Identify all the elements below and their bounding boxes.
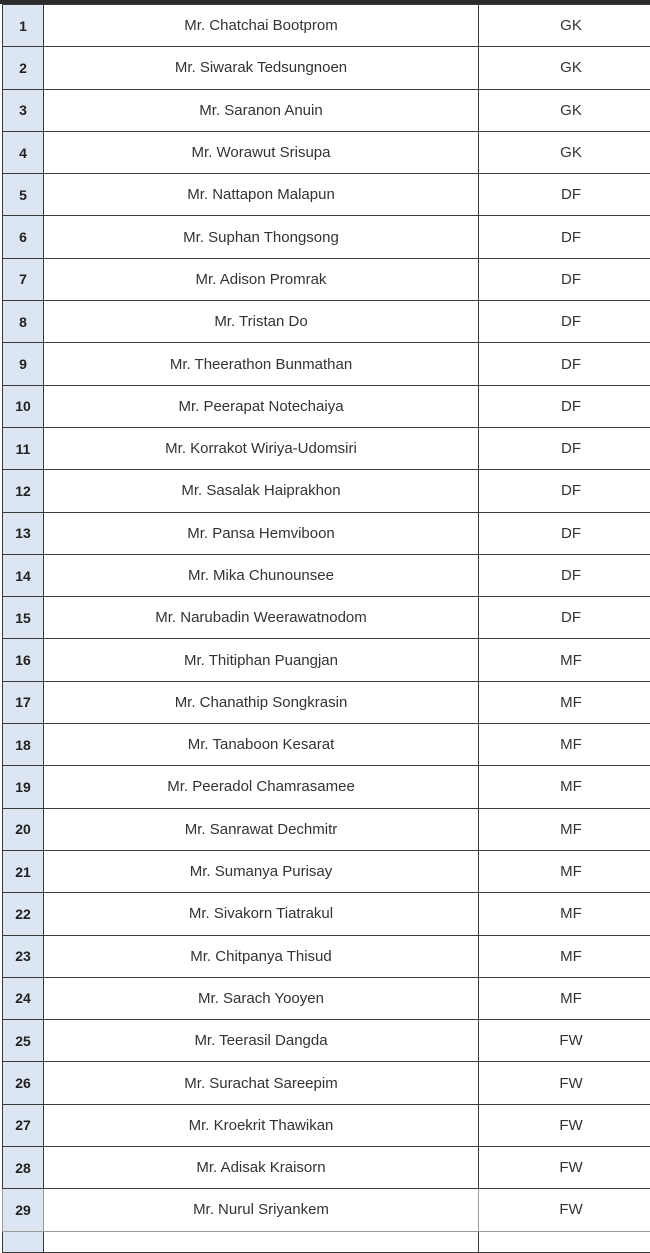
player-name: Mr. Tanaboon Kesarat <box>44 724 479 766</box>
table-row <box>3 554 650 596</box>
player-number: 1 <box>3 5 44 47</box>
player-number: 25 <box>3 1020 44 1062</box>
player-number: 26 <box>3 1062 44 1104</box>
table-row <box>3 427 650 469</box>
table-row <box>3 470 650 512</box>
player-position: GK <box>479 89 650 131</box>
player-number: 28 <box>3 1147 44 1189</box>
player-number: 13 <box>3 512 44 554</box>
player-number: 2 <box>3 47 44 89</box>
table-row <box>3 893 650 935</box>
table-row <box>3 681 650 723</box>
table-row <box>3 174 650 216</box>
player-number: 29 <box>3 1189 44 1231</box>
table-row <box>3 1104 650 1146</box>
player-position-cropped <box>479 1231 650 1252</box>
player-number: 18 <box>3 724 44 766</box>
table-row-cropped <box>3 1231 650 1252</box>
player-name: Mr. Adisak Kraisorn <box>44 1147 479 1189</box>
player-number: 15 <box>3 597 44 639</box>
player-number: 3 <box>3 89 44 131</box>
player-name: Mr. Teerasil Dangda <box>44 1020 479 1062</box>
player-number: 9 <box>3 343 44 385</box>
table-row <box>3 385 650 427</box>
player-position: MF <box>479 681 650 723</box>
player-position: DF <box>479 427 650 469</box>
player-position: MF <box>479 808 650 850</box>
player-name: Mr. Nurul Sriyankem <box>44 1189 479 1231</box>
player-position: DF <box>479 512 650 554</box>
player-name: Mr. Nattapon Malapun <box>44 174 479 216</box>
roster-body <box>3 5 650 1253</box>
player-position: MF <box>479 977 650 1019</box>
player-number: 10 <box>3 385 44 427</box>
player-position: FW <box>479 1189 650 1231</box>
player-position: MF <box>479 639 650 681</box>
player-position: MF <box>479 766 650 808</box>
player-name: Mr. Kroekrit Thawikan <box>44 1104 479 1146</box>
player-position: MF <box>479 850 650 892</box>
player-number-cropped <box>3 1231 44 1252</box>
player-name: Mr. Sumanya Purisay <box>44 850 479 892</box>
player-number: 16 <box>3 639 44 681</box>
table-row <box>3 47 650 89</box>
table-row <box>3 258 650 300</box>
player-name: Mr. Narubadin Weerawatnodom <box>44 597 479 639</box>
player-number: 24 <box>3 977 44 1019</box>
table-row <box>3 850 650 892</box>
table-row <box>3 597 650 639</box>
table-row <box>3 216 650 258</box>
player-position: MF <box>479 893 650 935</box>
player-name: Mr. Surachat Sareepim <box>44 1062 479 1104</box>
table-row <box>3 301 650 343</box>
player-name-cropped <box>44 1231 479 1252</box>
table-row <box>3 5 650 47</box>
player-name: Mr. Chatchai Bootprom <box>44 5 479 47</box>
player-position: MF <box>479 724 650 766</box>
player-number: 22 <box>3 893 44 935</box>
player-roster-table <box>2 4 650 1253</box>
player-name: Mr. Sasalak Haiprakhon <box>44 470 479 512</box>
player-number: 21 <box>3 850 44 892</box>
table-row <box>3 512 650 554</box>
player-position: DF <box>479 554 650 596</box>
player-position: FW <box>479 1147 650 1189</box>
player-number: 27 <box>3 1104 44 1146</box>
player-name: Mr. Peerapat Notechaiya <box>44 385 479 427</box>
player-number: 7 <box>3 258 44 300</box>
player-name: Mr. Tristan Do <box>44 301 479 343</box>
player-name: Mr. Pansa Hemviboon <box>44 512 479 554</box>
table-row <box>3 89 650 131</box>
table-row <box>3 131 650 173</box>
player-position: GK <box>479 47 650 89</box>
player-position: FW <box>479 1062 650 1104</box>
player-name: Mr. Sivakorn Tiatrakul <box>44 893 479 935</box>
player-number: 17 <box>3 681 44 723</box>
player-name: Mr. Mika Chunounsee <box>44 554 479 596</box>
player-name: Mr. Suphan Thongsong <box>44 216 479 258</box>
player-name: Mr. Chitpanya Thisud <box>44 935 479 977</box>
player-name: Mr. Korrakot Wiriya-Udomsiri <box>44 427 479 469</box>
player-number: 4 <box>3 131 44 173</box>
player-position: DF <box>479 301 650 343</box>
table-row <box>3 639 650 681</box>
player-number: 20 <box>3 808 44 850</box>
table-row <box>3 1189 650 1231</box>
player-number: 8 <box>3 301 44 343</box>
player-name: Mr. Siwarak Tedsungnoen <box>44 47 479 89</box>
player-position: DF <box>479 597 650 639</box>
player-number: 5 <box>3 174 44 216</box>
player-name: Mr. Thitiphan Puangjan <box>44 639 479 681</box>
table-row <box>3 343 650 385</box>
player-name: Mr. Peeradol Chamrasamee <box>44 766 479 808</box>
table-row <box>3 808 650 850</box>
table-row <box>3 977 650 1019</box>
player-name: Mr. Worawut Srisupa <box>44 131 479 173</box>
player-name: Mr. Saranon Anuin <box>44 89 479 131</box>
player-name: Mr. Theerathon Bunmathan <box>44 343 479 385</box>
player-number: 14 <box>3 554 44 596</box>
table-row <box>3 1020 650 1062</box>
player-position: MF <box>479 935 650 977</box>
player-position: DF <box>479 343 650 385</box>
table-row <box>3 1147 650 1189</box>
player-number: 6 <box>3 216 44 258</box>
player-position: FW <box>479 1020 650 1062</box>
table-row <box>3 724 650 766</box>
table-row <box>3 935 650 977</box>
table-row <box>3 1062 650 1104</box>
player-position: GK <box>479 5 650 47</box>
player-position: DF <box>479 174 650 216</box>
table-row <box>3 766 650 808</box>
player-position: DF <box>479 385 650 427</box>
player-position: GK <box>479 131 650 173</box>
player-number: 11 <box>3 427 44 469</box>
player-position: DF <box>479 216 650 258</box>
player-position: FW <box>479 1104 650 1146</box>
player-number: 12 <box>3 470 44 512</box>
player-number: 23 <box>3 935 44 977</box>
player-name: Mr. Adison Promrak <box>44 258 479 300</box>
player-name: Mr. Sanrawat Dechmitr <box>44 808 479 850</box>
player-position: DF <box>479 470 650 512</box>
player-position: DF <box>479 258 650 300</box>
player-name: Mr. Chanathip Songkrasin <box>44 681 479 723</box>
player-number: 19 <box>3 766 44 808</box>
player-name: Mr. Sarach Yooyen <box>44 977 479 1019</box>
